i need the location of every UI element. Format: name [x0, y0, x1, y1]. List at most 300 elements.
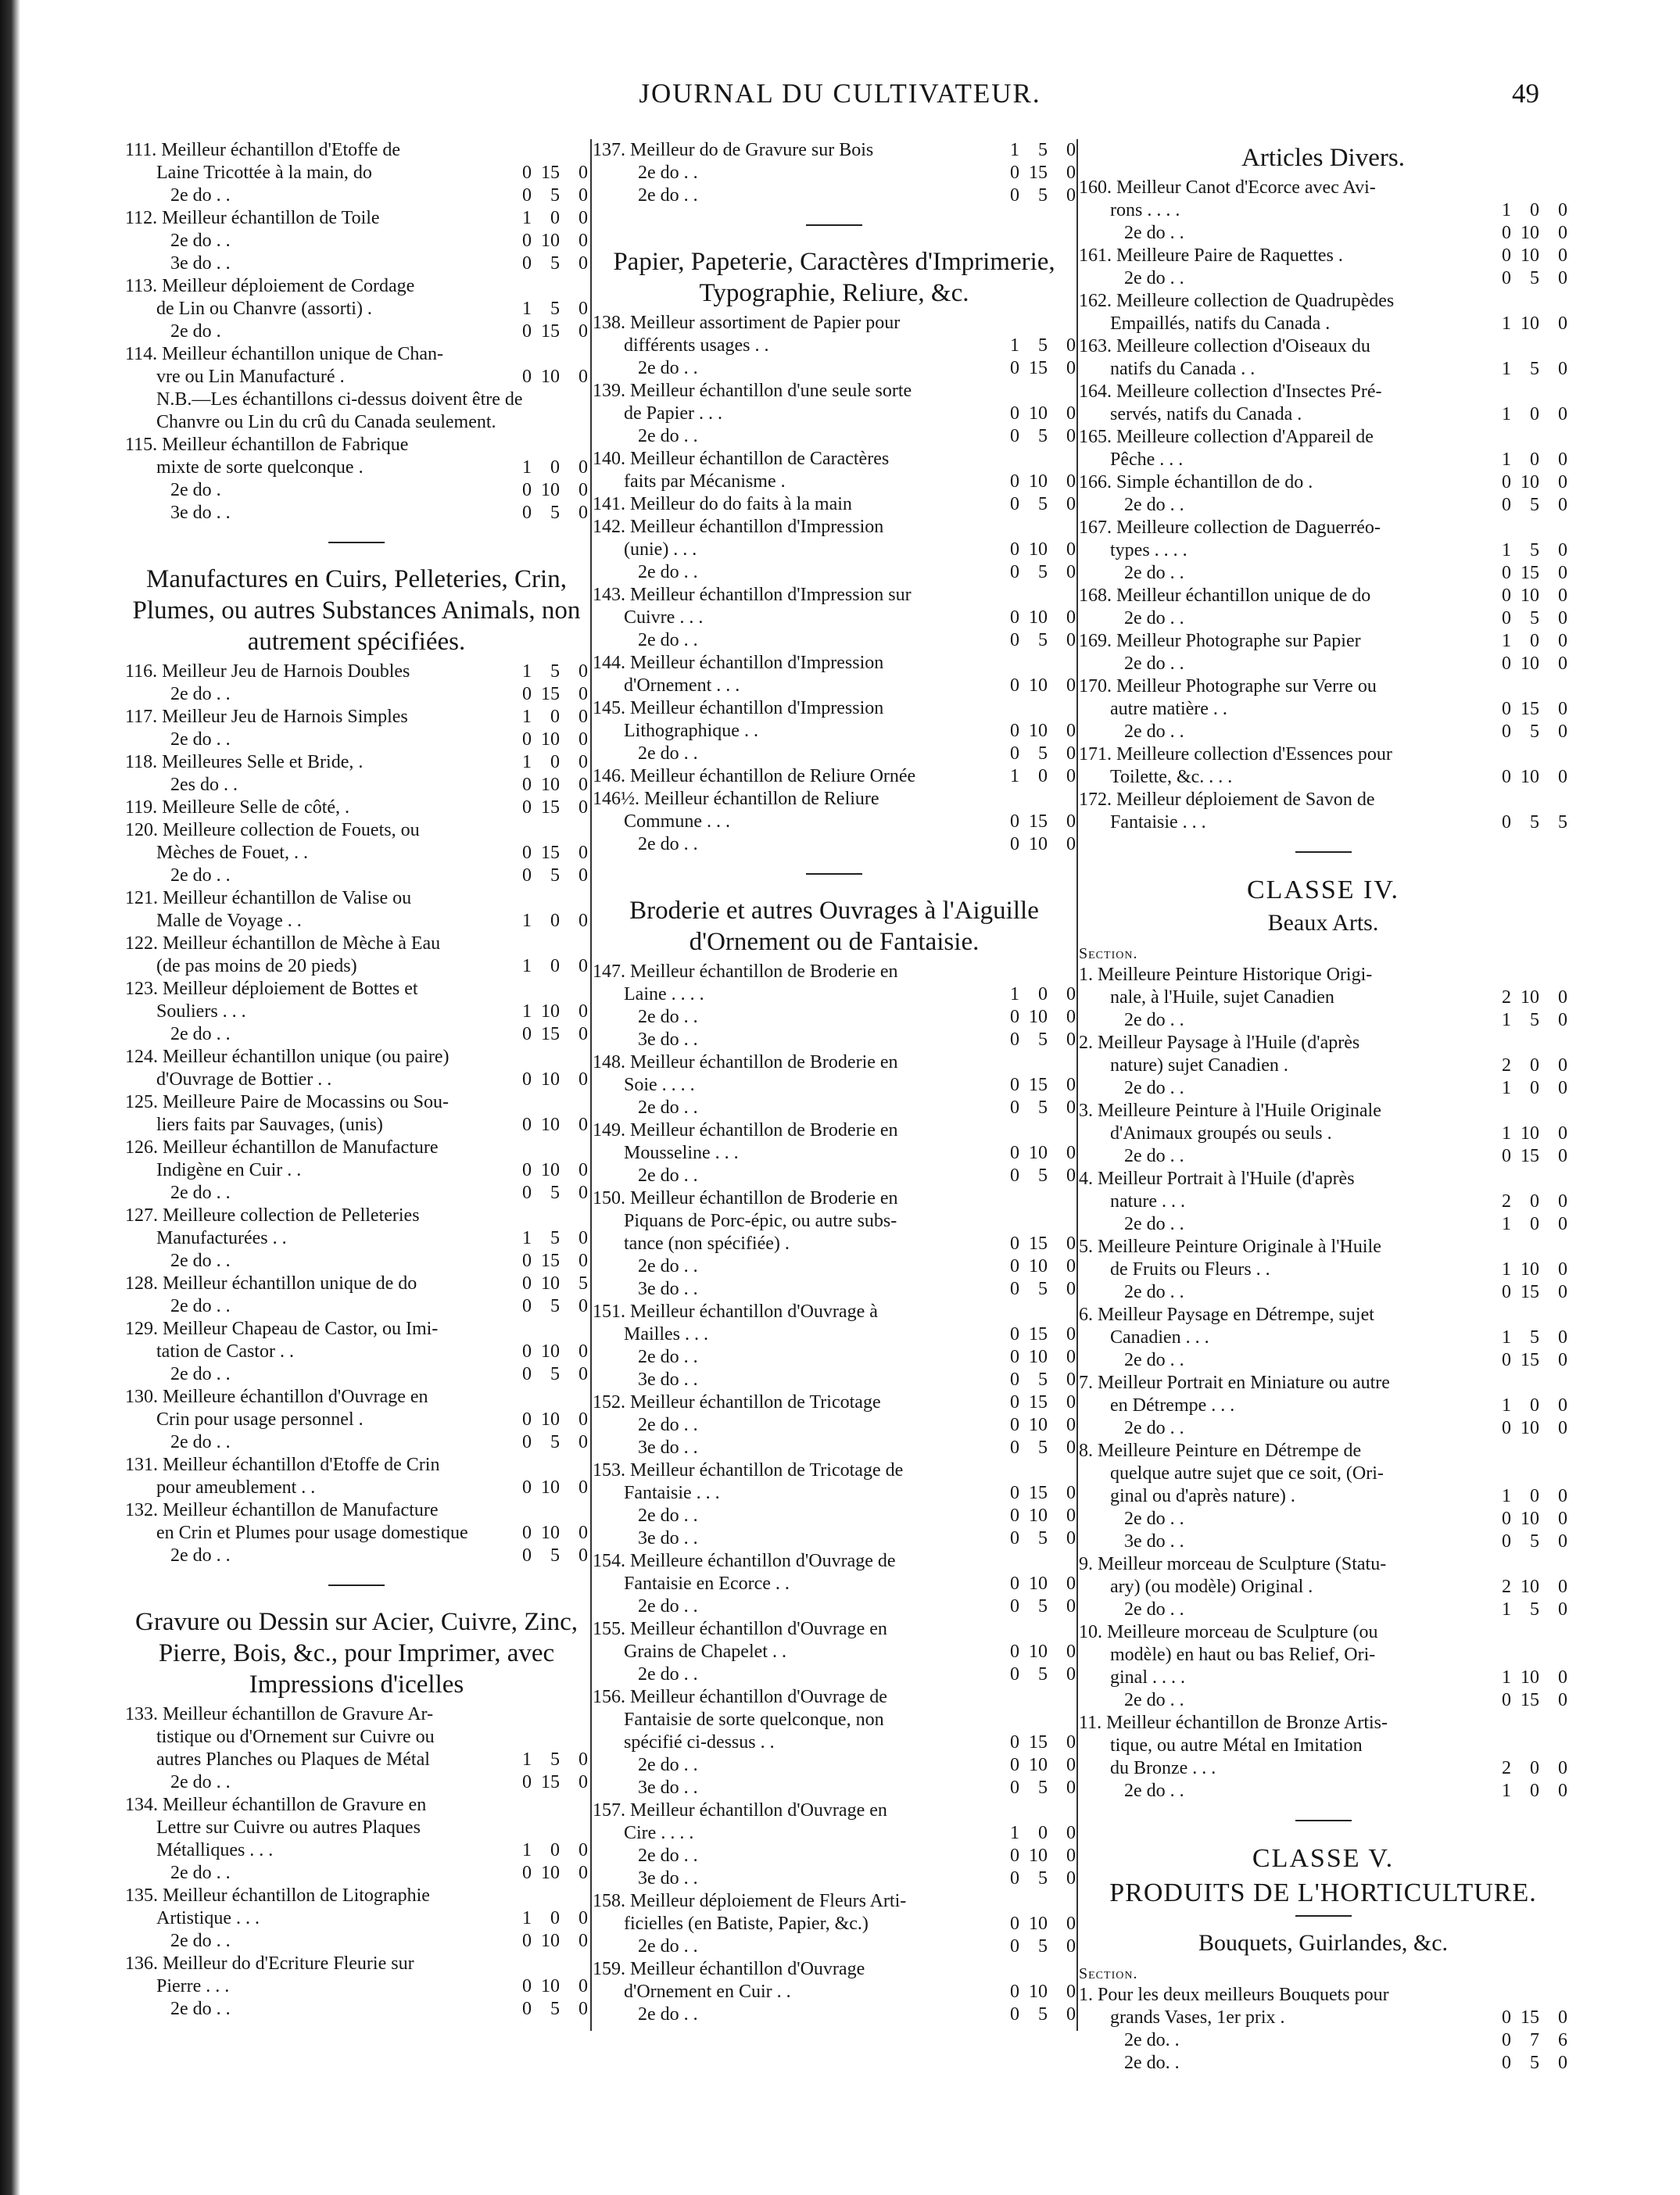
prize-row: [593, 561, 1076, 584]
amount-pounds: 0: [1010, 1007, 1019, 1027]
prize-amount: [494, 1227, 588, 1250]
prize-label: 153. Meilleur échantillon de Tricotage de: [593, 1460, 904, 1481]
amount-shillings: 5: [550, 1296, 560, 1316]
prize-amount: [982, 629, 1076, 652]
amount-pence: 0: [579, 185, 588, 206]
amount-shillings: 15: [541, 321, 560, 342]
amount-pounds: 0: [522, 480, 532, 500]
amount-pounds: 1: [1502, 1010, 1511, 1030]
prize-amount: [982, 493, 1076, 516]
prize-amount: [1474, 1395, 1567, 1417]
amount-shillings: 5: [1530, 359, 1539, 379]
amount-pounds: 0: [522, 253, 532, 274]
prize-label: 2e do . .: [1124, 563, 1184, 583]
prize-label: 2e do . .: [170, 1432, 231, 1452]
amount-pence: 0: [1066, 1324, 1076, 1345]
amount-pounds: 1: [522, 299, 532, 319]
prize-row: [593, 743, 1076, 765]
prize-label: 169. Meilleur Photographe sur Papier: [1079, 631, 1361, 651]
prize-label: Fantaisie en Ecorce . .: [624, 1574, 790, 1594]
amount-pounds: 0: [522, 1364, 532, 1384]
amount-pounds: 0: [522, 1931, 532, 1951]
prize-row: [1079, 245, 1567, 267]
amount-pounds: 0: [1010, 1370, 1019, 1390]
prize-row: [1079, 290, 1567, 313]
prize-amount: [1474, 1485, 1567, 1508]
amount-shillings: 5: [1038, 630, 1048, 650]
prize-label: 150. Meilleur échantillon de Broderie en: [593, 1188, 898, 1209]
amount-shillings: 10: [541, 1477, 560, 1498]
prize-row: [593, 184, 1076, 207]
prize-row: [125, 1545, 588, 1567]
prize-label: 2e do . .: [638, 163, 698, 183]
prize-label: natifs du Canada . .: [1110, 359, 1256, 379]
amount-shillings: 5: [1038, 2004, 1048, 2025]
amount-shillings: 5: [550, 185, 560, 206]
prize-row: [125, 434, 588, 457]
prize-row: [593, 961, 1076, 983]
amount-shillings: 5: [1530, 1327, 1539, 1348]
prize-label: 111. Meilleur échantillon d'Etoffe de: [125, 140, 400, 160]
amount-pounds: 0: [1010, 1234, 1019, 1254]
amount-pounds: 0: [1010, 1982, 1019, 2002]
prize-row: [125, 479, 588, 502]
prize-row: [1079, 494, 1567, 517]
amount-shillings: 5: [550, 1749, 560, 1770]
amount-pence: 0: [579, 480, 588, 500]
amount-shillings: 15: [1029, 163, 1048, 183]
prize-label: Commune . . .: [624, 811, 730, 832]
prize-row: [593, 1890, 1076, 1913]
prize-row: [593, 720, 1076, 743]
amount-shillings: 5: [1038, 1370, 1048, 1390]
amount-shillings: 10: [541, 1976, 560, 1996]
prize-label: 2e do . .: [1124, 1509, 1184, 1529]
prize-label: Canadien . . .: [1110, 1327, 1209, 1348]
amount-pounds: 0: [1010, 494, 1019, 514]
prize-label: 163. Meilleure collection d'Oiseaux du: [1079, 336, 1370, 356]
prize-label: Indigène en Cuir . .: [156, 1160, 302, 1180]
amount-shillings: 10: [541, 1160, 560, 1180]
amount-shillings: 10: [1521, 1259, 1539, 1280]
prize-row: [1079, 766, 1567, 789]
amount-shillings: 10: [1029, 834, 1048, 854]
amount-pence: 0: [1558, 1599, 1567, 1620]
prize-label: 2e do . .: [638, 1166, 698, 1186]
amount-pence: 0: [579, 843, 588, 863]
amount-pence: 0: [1066, 1574, 1076, 1594]
prize-amount: [494, 230, 588, 252]
prize-amount: [982, 1074, 1076, 1097]
prize-label: 2. Meilleur Paysage à l'Huile (d'après: [1079, 1033, 1360, 1053]
prize-label: 115. Meilleur échantillon de Fabrique: [125, 435, 409, 455]
amount-pounds: 0: [1010, 1596, 1019, 1617]
amount-pence: 0: [1558, 2053, 1567, 2073]
amount-pounds: 1: [522, 956, 532, 976]
amount-pence: 0: [1066, 1256, 1076, 1277]
prize-row: [1079, 449, 1567, 471]
prize-label: grands Vases, 1er prix .: [1110, 2007, 1285, 2028]
prize-row: [593, 1799, 1076, 1822]
prize-amount: [1474, 539, 1567, 562]
prize-row: [1079, 964, 1567, 986]
prize-label: liers faits par Sauvages, (unis): [156, 1115, 383, 1135]
prize-row: [125, 978, 588, 1001]
prize-amount: [1474, 986, 1567, 1009]
amount-pence: 0: [1066, 811, 1076, 832]
prize-amount: [494, 320, 588, 343]
prize-label: 2e do . .: [638, 1347, 698, 1367]
prize-label: 134. Meilleur échantillon de Gravure en: [125, 1795, 427, 1815]
prize-row: [1079, 1689, 1567, 1712]
section-divider: [806, 224, 862, 226]
running-title: JOURNAL DU CULTIVATEUR.: [639, 78, 1041, 109]
amount-pounds: 0: [1502, 585, 1511, 606]
amount-pounds: 0: [522, 1273, 532, 1294]
amount-pence: 0: [579, 684, 588, 704]
amount-pence: 5: [1558, 812, 1567, 833]
amount-pounds: 0: [1010, 721, 1019, 741]
prize-label: mixte de sorte quelconque .: [156, 457, 364, 478]
prize-label: 140. Meilleur échantillon de Caractères: [593, 449, 890, 469]
prize-amount: [1474, 1281, 1567, 1304]
amount-shillings: 5: [1038, 1279, 1048, 1299]
amount-pounds: 0: [1010, 163, 1019, 183]
prize-label: Crin pour usage personnel .: [156, 1409, 364, 1430]
prize-label: 113. Meilleur déploiement de Cordage: [125, 276, 415, 296]
amount-pence: 0: [579, 775, 588, 795]
prize-amount: [1474, 585, 1567, 607]
amount-shillings: 5: [550, 1183, 560, 1203]
amount-pence: 0: [1066, 766, 1076, 786]
prize-row: [125, 661, 588, 683]
binding-edge: [0, 0, 20, 2195]
prize-amount: [1474, 653, 1567, 675]
prize-row: [125, 683, 588, 706]
amount-pence: 0: [1066, 1823, 1076, 1843]
prize-row: [125, 1975, 588, 1998]
prize-amount: [1474, 267, 1567, 290]
amount-shillings: 15: [1521, 1690, 1539, 1710]
amount-pence: 0: [579, 956, 588, 976]
amount-pence: 0: [1066, 1982, 1076, 2002]
prize-label: 158. Meilleur déploiement de Fleurs Arti-: [593, 1891, 907, 1911]
amount-pounds: 0: [1010, 1483, 1019, 1503]
prize-label: 2e do . .: [1124, 1350, 1184, 1370]
prize-row: [593, 1709, 1076, 1731]
amount-shillings: 15: [1521, 699, 1539, 719]
prize-list: [1079, 177, 1567, 834]
amount-pence: 0: [579, 367, 588, 387]
amount-pence: 0: [1558, 1214, 1567, 1234]
prize-label: quelque autre sujet que ce soit, (Ori-: [1110, 1463, 1384, 1484]
amount-shillings: 15: [1029, 1234, 1048, 1254]
prize-list: [593, 312, 1076, 856]
amount-pounds: 0: [1502, 472, 1511, 492]
prize-row: [1079, 1712, 1567, 1735]
prize-amount: [982, 2003, 1076, 2026]
section-divider: [328, 542, 385, 543]
prize-row: [593, 1754, 1076, 1777]
prize-amount: [982, 765, 1076, 788]
amount-shillings: 10: [541, 480, 560, 500]
prize-row: [125, 1046, 588, 1069]
amount-pounds: 0: [1010, 1936, 1019, 1957]
prize-label: 5. Meilleure Peinture Originale à l'Huile: [1079, 1237, 1381, 1257]
prize-label: 3e do . .: [170, 253, 231, 274]
amount-pence: 0: [1558, 1531, 1567, 1552]
amount-pence: 0: [579, 1001, 588, 1022]
prize-amount: [982, 471, 1076, 493]
prize-label: 121. Meilleur échantillon de Valise ou: [125, 888, 412, 908]
prize-amount: [1474, 245, 1567, 267]
prize-row: [593, 652, 1076, 675]
amount-pounds: 0: [1010, 1732, 1019, 1753]
prize-row: [125, 366, 588, 389]
amount-pounds: 0: [1010, 1914, 1019, 1934]
prize-label: Grains de Chapelet . .: [624, 1642, 786, 1662]
amount-pence: 0: [1066, 471, 1076, 492]
amount-shillings: 10: [1521, 987, 1539, 1008]
amount-pounds: 0: [1010, 1324, 1019, 1345]
prize-row: [1079, 2007, 1567, 2029]
prize-row: [125, 1023, 588, 1046]
amount-pence: 0: [1558, 608, 1567, 628]
prize-label: ginal ou d'après nature) .: [1110, 1486, 1295, 1506]
amount-pence: 0: [579, 865, 588, 886]
prize-amount: [494, 298, 588, 320]
prize-row: [1079, 1349, 1567, 1372]
prize-row: [593, 1550, 1076, 1573]
prize-label: Mèches de Fouet, . .: [156, 843, 308, 863]
prize-amount: [1474, 1349, 1567, 1372]
prize-row: [593, 1006, 1076, 1029]
amount-shillings: 5: [1038, 1098, 1048, 1118]
amount-pounds: 0: [1010, 1664, 1019, 1685]
amount-pence: 0: [1066, 675, 1076, 696]
prize-label: d'Animaux groupés ou seuls .: [1110, 1123, 1332, 1144]
amount-shillings: 5: [1530, 722, 1539, 742]
amount-shillings: 10: [1521, 1123, 1539, 1144]
prize-row: [125, 751, 588, 774]
column-left: [125, 139, 588, 2021]
amount-pounds: 1: [1502, 313, 1511, 334]
prize-label: 2e do . .: [638, 185, 698, 206]
prize-row: [125, 162, 588, 184]
prize-label: Toilette, &c. . . .: [1110, 767, 1233, 787]
amount-shillings: 0: [1530, 1781, 1539, 1801]
prize-row: [125, 1749, 588, 1771]
amount-pence: 0: [1558, 1146, 1567, 1166]
prize-label: 2e do . .: [1124, 1146, 1184, 1166]
prize-label: Laine . . . .: [624, 984, 704, 1004]
prize-list: [1079, 1984, 1567, 2075]
prize-row: [593, 1097, 1076, 1119]
amount-shillings: 5: [1038, 1778, 1048, 1798]
prize-label: 129. Meilleur Chapeau de Castor, ou Imi-: [125, 1319, 439, 1339]
prize-row: [593, 1459, 1076, 1482]
prize-row: [1079, 358, 1567, 381]
prize-row: [125, 1318, 588, 1341]
amount-pounds: 0: [1502, 767, 1511, 787]
prize-row: [125, 819, 588, 842]
amount-pence: 0: [1558, 987, 1567, 1008]
amount-shillings: 10: [1521, 1667, 1539, 1688]
amount-shillings: 15: [1521, 1146, 1539, 1166]
prize-row: [593, 584, 1076, 607]
prize-label: 123. Meilleur déploiement de Bottes et: [125, 979, 418, 999]
amount-shillings: 0: [1530, 1078, 1539, 1098]
prize-label: 165. Meilleure collection d'Appareil de: [1079, 427, 1374, 447]
prize-label: 154. Meilleure échantillon d'Ouvrage de: [593, 1551, 896, 1571]
prize-row: [125, 1227, 588, 1250]
amount-pounds: 0: [1502, 1509, 1511, 1529]
prize-row: [1079, 517, 1567, 539]
class-title: CLASSE IV.: [1246, 875, 1400, 904]
amount-pence: 0: [1558, 1055, 1567, 1076]
prize-row: [125, 933, 588, 955]
prize-label: 159. Meilleur échantillon d'Ouvrage: [593, 1959, 865, 1979]
amount-pounds: 0: [1010, 630, 1019, 650]
prize-row: [593, 1595, 1076, 1618]
amount-pounds: 0: [1010, 607, 1019, 628]
prize-row: [593, 1346, 1076, 1369]
prize-row: [593, 1686, 1076, 1709]
amount-pounds: 0: [522, 865, 532, 886]
prize-label: 3e do . .: [638, 1778, 698, 1798]
prize-label: Cuivre . . .: [624, 607, 704, 628]
prize-row: [593, 1505, 1076, 1527]
prize-row: [593, 1165, 1076, 1187]
amount-shillings: 5: [1038, 494, 1048, 514]
prize-label: 2e do . .: [638, 2004, 698, 2025]
amount-shillings: 0: [1530, 1758, 1539, 1778]
prize-amount: [494, 1341, 588, 1363]
prize-label: nale, à l'Huile, sujet Canadien: [1110, 987, 1334, 1008]
prize-label: 1. Meilleure Peinture Historique Origi-: [1079, 965, 1373, 985]
amount-shillings: 5: [1530, 1599, 1539, 1620]
amount-pounds: 0: [1010, 811, 1019, 832]
amount-shillings: 10: [1521, 245, 1539, 266]
amount-pence: 0: [579, 1341, 588, 1362]
column-rule: [590, 139, 592, 2031]
amount-pence: 0: [1558, 1577, 1567, 1597]
prize-row: [1079, 1100, 1567, 1123]
prize-amount: [1474, 2052, 1567, 2075]
amount-shillings: 0: [1530, 1055, 1539, 1076]
prize-amount: [982, 1255, 1076, 1278]
prize-row: [1079, 1213, 1567, 1236]
amount-pence: 0: [1066, 721, 1076, 741]
prize-row: [125, 797, 588, 819]
prize-row: [593, 1369, 1076, 1391]
prize-amount: [494, 842, 588, 865]
amount-pounds: 0: [522, 1523, 532, 1543]
prize-label: 112. Meilleur échantillon de Toile: [125, 208, 380, 228]
prize-amount: [494, 1975, 588, 1998]
amount-shillings: 0: [1530, 631, 1539, 651]
prize-row: [593, 1210, 1076, 1233]
prize-label: 2e do .: [170, 480, 221, 500]
amount-shillings: 15: [1029, 1324, 1048, 1345]
section-divider: [1295, 851, 1352, 853]
prize-amount: [494, 751, 588, 774]
prize-amount: [982, 561, 1076, 584]
prize-row: [593, 788, 1076, 811]
prize-amount: [982, 1323, 1076, 1346]
prize-row: [125, 320, 588, 343]
prize-amount: [982, 1369, 1076, 1391]
prize-row: [125, 910, 588, 933]
amount-pounds: 0: [1010, 1279, 1019, 1299]
prize-amount: [982, 1142, 1076, 1165]
prize-row: [125, 1839, 588, 1862]
prize-label: 3e do . .: [638, 1528, 698, 1549]
amount-shillings: 15: [541, 843, 560, 863]
prize-list: [593, 139, 1076, 207]
prize-row: [593, 425, 1076, 448]
prize-label: 139. Meilleur échantillon d'une seule sorte: [593, 381, 912, 401]
prize-amount: [982, 1845, 1076, 1867]
amount-pence: 0: [579, 752, 588, 772]
amount-pounds: 0: [1502, 2053, 1511, 2073]
prize-amount: [1474, 811, 1567, 834]
amount-shillings: 10: [541, 1341, 560, 1362]
amount-pounds: 0: [522, 1183, 532, 1203]
prize-row: [1079, 811, 1567, 834]
prize-row: [593, 380, 1076, 403]
prize-label: tance (non spécifiée) .: [624, 1234, 790, 1254]
prize-amount: [494, 1477, 588, 1499]
prize-label: Soie . . . .: [624, 1075, 695, 1095]
prize-amount: [982, 162, 1076, 184]
amount-shillings: 15: [1521, 1350, 1539, 1370]
amount-pounds: 1: [522, 1840, 532, 1860]
prize-list: [1079, 964, 1567, 1803]
amount-pounds: 1: [522, 1228, 532, 1248]
prize-amount: [494, 184, 588, 207]
amount-pounds: 0: [1010, 1392, 1019, 1413]
prize-label: Malle de Voyage . .: [156, 911, 302, 931]
prize-label: 157. Meilleur échantillon d'Ouvrage en: [593, 1800, 887, 1821]
prize-label: 2e do . .: [170, 1772, 231, 1792]
prize-label: 132. Meilleur échantillon de Manufacture: [125, 1500, 439, 1520]
prize-row: [593, 1777, 1076, 1799]
prize-label: 2e do . .: [638, 1007, 698, 1027]
amount-pounds: 0: [522, 797, 532, 818]
prize-row: [1079, 1123, 1567, 1145]
amount-pence: 0: [1066, 834, 1076, 854]
prize-label: 126. Meilleur échantillon de Manufacture: [125, 1137, 439, 1158]
amount-pounds: 0: [1502, 495, 1511, 515]
prize-label: Fantaisie de sorte quelconque, non: [624, 1710, 884, 1730]
prize-amount: [982, 1482, 1076, 1505]
amount-shillings: 10: [1521, 653, 1539, 674]
prize-row: [593, 697, 1076, 720]
amount-pounds: 1: [522, 457, 532, 478]
amount-pence: 0: [579, 1364, 588, 1384]
prize-amount: [1474, 2029, 1567, 2052]
prize-row: [593, 448, 1076, 471]
prize-row: [1079, 1440, 1567, 1463]
amount-shillings: 5: [1038, 562, 1048, 582]
prize-row: [125, 1499, 588, 1522]
prize-row: [593, 2003, 1076, 2026]
prize-row: [125, 1409, 588, 1431]
prize-amount: [1474, 1667, 1567, 1689]
prize-row: [593, 471, 1076, 493]
prize-row: [125, 1363, 588, 1386]
